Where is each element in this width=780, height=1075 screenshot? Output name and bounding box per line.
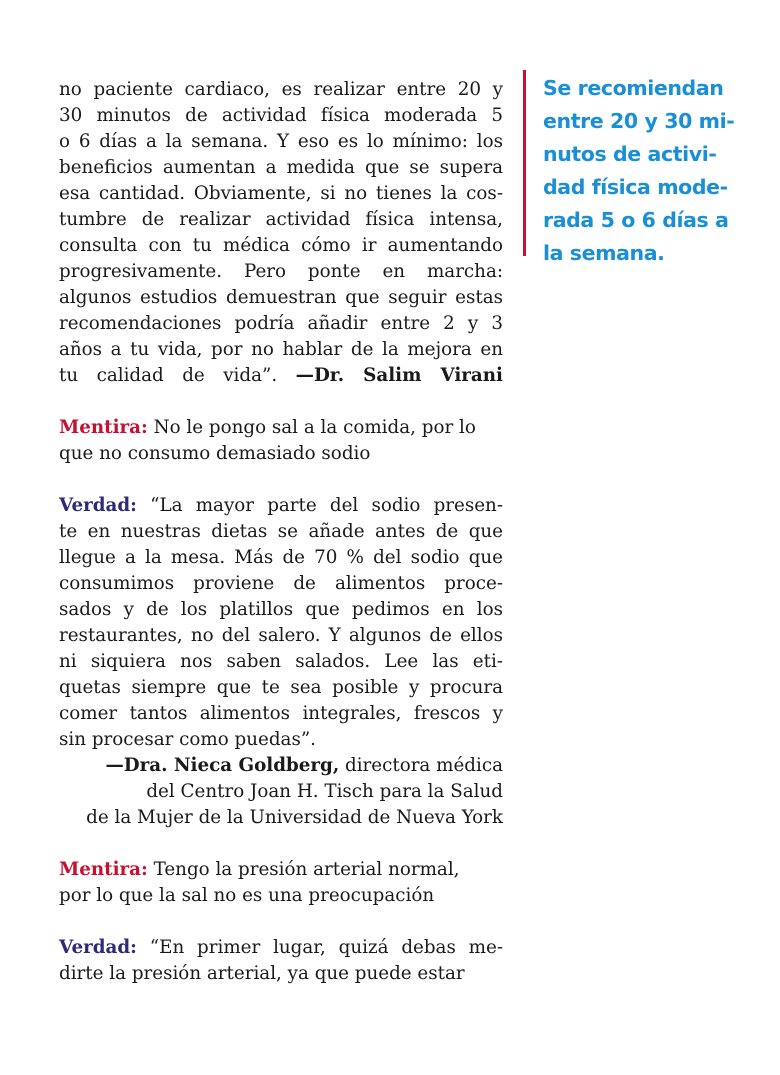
text-line: progresivamente. Pero ponte en marcha: <box>59 261 503 282</box>
text-line: restaurantes, no del salero. Y algunos de ellos <box>59 625 503 646</box>
pull-quote-line: la semana. <box>543 241 665 265</box>
myth-salt-at-table <box>59 415 503 467</box>
text-line: sados y de los platillos que pedimos en los <box>59 599 503 620</box>
pull-quote-line: Se recomiendan <box>543 76 724 100</box>
text-line: por lo que la sal no es una preocupación <box>59 885 435 906</box>
pull-quote-rule <box>523 70 526 256</box>
paragraph-exercise <box>59 77 503 389</box>
text-line: tumbre de realizar actividad física intensa, <box>59 209 503 230</box>
text-line: ni siquiera nos saben salados. Lee las eti- <box>59 651 503 672</box>
text-line: 30 minutos de actividad física moderada 5 <box>59 105 503 126</box>
myth-label: Mentira: <box>59 859 148 880</box>
pull-quote-line: entre 20 y 30 mi- <box>543 109 735 133</box>
text-line: años a tu vida, por no hablar de la mejora en <box>59 339 503 360</box>
text-line: quetas siempre que te sea posible y procura <box>59 677 503 698</box>
truth-sodium-processed <box>59 493 503 831</box>
article-column <box>59 77 503 987</box>
text-line: consumimos proviene de alimentos proce- <box>59 573 503 594</box>
truth-label: Verdad: <box>59 495 137 516</box>
pull-quote-line: dad física mode- <box>543 175 728 199</box>
text-line: que no consumo demasiado sodio <box>59 443 371 464</box>
text-line: algunos estudios demuestran que seguir estas <box>59 287 503 308</box>
text-line: beneficios aumentan a medida que se supera <box>59 157 503 178</box>
text-line: recomendaciones podría añadir entre 2 y 3 <box>59 313 503 334</box>
text-line: Mentira: Tengo la presión arterial normal, <box>59 859 460 880</box>
pull-quote-line: nutos de activi- <box>543 142 717 166</box>
text-line: te en nuestras dietas se añade antes de que <box>59 521 503 542</box>
attribution-goldberg: —Dra. Nieca Goldberg, directora médica <box>105 755 503 776</box>
text-line: Verdad: “La mayor parte del sodio presen- <box>59 495 504 516</box>
text-line: sin procesar como puedas”. <box>59 729 316 750</box>
attribution-name: —Dra. Nieca Goldberg, <box>105 755 340 776</box>
text-line: llegue a la mesa. Más de 70 % del sodio que <box>59 547 503 568</box>
text-line: Verdad: “En primer lugar, quizá debas me- <box>59 937 503 958</box>
pull-quote <box>543 72 743 270</box>
quote-end: tu calidad de vida”. <box>59 365 278 386</box>
text-line: Mentira: No le pongo sal a la comida, por lo <box>59 417 476 438</box>
text-line: o 6 días a la semana. Y eso es lo mínimo: los <box>59 131 503 152</box>
truth-measure-pressure <box>59 935 503 987</box>
text-line: dirte la presión arterial, ya que puede estar <box>59 963 465 984</box>
text-line <box>59 363 503 389</box>
text-line: comer tantos alimentos integrales, frescos y <box>59 703 503 724</box>
pull-quote-line: rada 5 o 6 días a <box>543 208 729 232</box>
text-line: de la Mujer de la Universidad de Nueva York <box>86 807 503 828</box>
text-line: consulta con tu médica cómo ir aumentando <box>59 235 503 256</box>
text-line: no paciente cardiaco, es realizar entre 20 y <box>59 79 503 100</box>
myth-normal-pressure <box>59 857 503 909</box>
text-line: del Centro Joan H. Tisch para la Salud <box>146 781 503 802</box>
myth-label: Mentira: <box>59 417 148 438</box>
attribution-virani: —Dr. Salim Virani <box>295 365 504 386</box>
truth-label: Verdad: <box>59 937 137 958</box>
text-line: esa cantidad. Obviamente, si no tienes la cos- <box>59 183 503 204</box>
